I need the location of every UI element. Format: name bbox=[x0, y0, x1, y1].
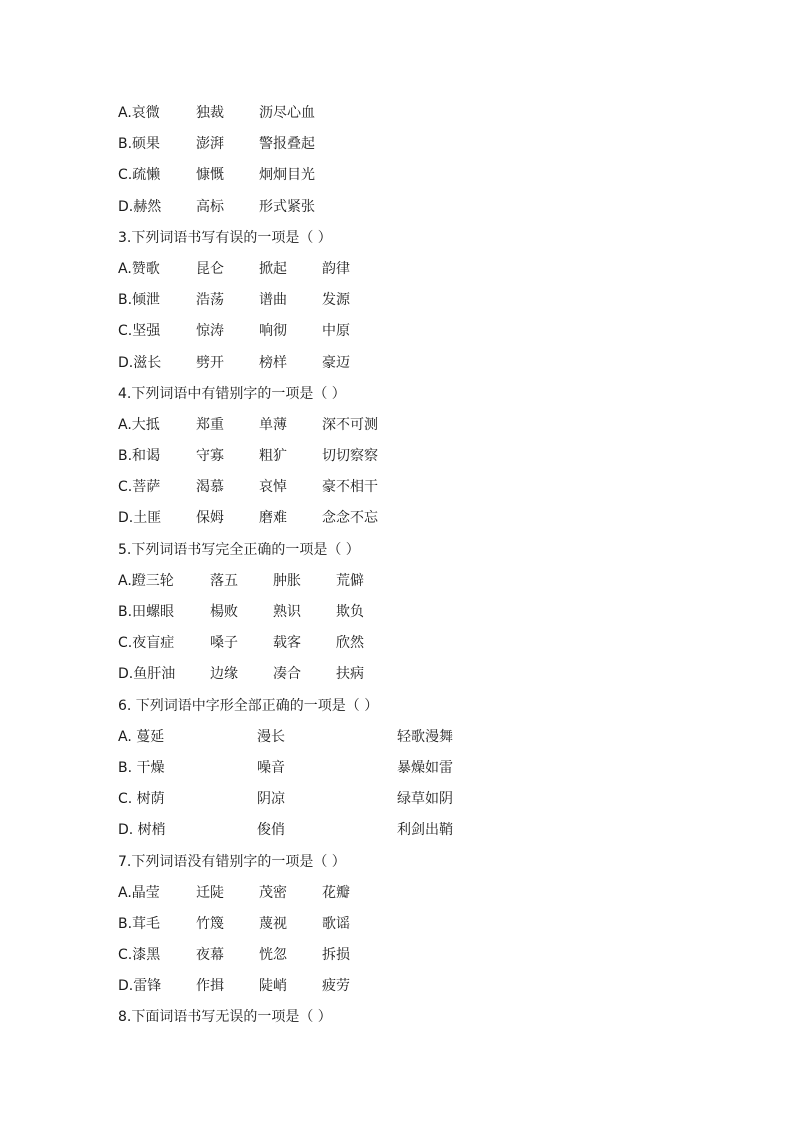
question-text: 6. 下列词语中字形全部正确的一项是（ ） bbox=[118, 697, 379, 714]
option-line bbox=[118, 254, 678, 285]
option-label-word: C.漆黑 bbox=[118, 947, 161, 964]
option-label-word: C.菩萨 bbox=[118, 479, 161, 496]
option-word: 噪音 bbox=[257, 759, 285, 776]
option-label-word: B.倾泄 bbox=[118, 292, 161, 309]
option-word: 惊涛 bbox=[196, 323, 224, 340]
option-word: 熟识 bbox=[273, 604, 301, 620]
option-line bbox=[118, 722, 678, 753]
option-word: 浩荡 bbox=[196, 292, 224, 309]
option-label-word: D.鱼肝油 bbox=[118, 666, 176, 683]
option-line bbox=[118, 285, 678, 316]
option-word: 俊俏 bbox=[257, 822, 285, 839]
option-word: 陡峭 bbox=[259, 978, 287, 995]
option-label-word: A.大抵 bbox=[118, 416, 160, 433]
option-word: 警报叠起 bbox=[259, 136, 315, 153]
option-word: 韵律 bbox=[322, 260, 350, 277]
option-line bbox=[118, 597, 678, 628]
option-word: 疲劳 bbox=[322, 978, 350, 995]
option-word: 响彻 bbox=[259, 323, 287, 340]
option-word: 楊败 bbox=[210, 604, 238, 620]
option-line bbox=[118, 815, 678, 846]
option-line bbox=[118, 316, 678, 347]
option-word: 欣然 bbox=[336, 635, 364, 652]
option-word: 绿草如阴 bbox=[397, 791, 453, 808]
option-word: 夜幕 bbox=[196, 947, 224, 964]
option-word: 暴燥如雷 bbox=[397, 759, 453, 776]
option-label-word: A.晶莹 bbox=[118, 884, 160, 901]
option-label-word: B.田螺眼 bbox=[118, 604, 175, 620]
option-word: 凑合 bbox=[273, 666, 301, 683]
option-line bbox=[118, 909, 678, 940]
option-label-word: D.赫然 bbox=[118, 198, 162, 215]
option-label-word: C.坚强 bbox=[118, 323, 161, 340]
option-word: 炯炯目光 bbox=[259, 167, 315, 184]
option-word: 中原 bbox=[322, 323, 350, 340]
option-word: 守寡 bbox=[196, 448, 224, 465]
option-line bbox=[118, 784, 678, 815]
option-label-word: D. 树梢 bbox=[118, 822, 166, 839]
option-word: 漫长 bbox=[257, 728, 285, 745]
option-word: 荒僻 bbox=[336, 572, 364, 589]
option-word: 落五 bbox=[210, 572, 238, 589]
worksheet-page bbox=[118, 98, 678, 1034]
option-label-word: C.疏懒 bbox=[118, 167, 161, 184]
option-label-word: B.和谒 bbox=[118, 448, 161, 465]
option-label-word: A.赞歌 bbox=[118, 260, 160, 277]
option-word: 蔑视 bbox=[259, 915, 287, 932]
option-line bbox=[118, 472, 678, 503]
option-line bbox=[118, 753, 678, 784]
option-word: 切切察察 bbox=[322, 448, 378, 465]
option-label-word: A.哀微 bbox=[118, 105, 160, 121]
question-text: 4.下列词语中有错别字的一项是（ ） bbox=[118, 385, 346, 402]
option-word: 谱曲 bbox=[259, 292, 287, 309]
option-line bbox=[118, 410, 678, 441]
option-word: 竹篾 bbox=[196, 915, 224, 932]
question-line bbox=[118, 535, 678, 566]
option-label-word: D.土匪 bbox=[118, 510, 162, 527]
option-label-word: B.茸毛 bbox=[118, 915, 161, 932]
option-line bbox=[118, 129, 678, 160]
option-word: 念念不忘 bbox=[322, 510, 378, 527]
option-word: 郑重 bbox=[196, 416, 224, 433]
option-label-word: A. 蔓延 bbox=[118, 728, 165, 745]
option-word: 澎湃 bbox=[196, 136, 224, 153]
option-line bbox=[118, 503, 678, 534]
option-word: 哀悼 bbox=[259, 479, 287, 496]
question-line bbox=[118, 691, 678, 722]
option-word: 昆仑 bbox=[196, 260, 224, 277]
option-line bbox=[118, 160, 678, 191]
option-word: 保姆 bbox=[196, 510, 224, 527]
option-line bbox=[118, 192, 678, 223]
option-line bbox=[118, 348, 678, 379]
option-word: 高标 bbox=[196, 198, 224, 215]
option-word: 单薄 bbox=[259, 416, 287, 433]
option-word: 慷慨 bbox=[196, 167, 224, 184]
option-word: 花瓣 bbox=[322, 884, 350, 901]
question-text: 3.下列词语书写有误的一项是（ ） bbox=[118, 229, 332, 246]
option-label-word: D.滋长 bbox=[118, 354, 162, 371]
option-word: 粗犷 bbox=[259, 448, 287, 465]
option-word: 发源 bbox=[322, 292, 350, 309]
option-line bbox=[118, 98, 678, 129]
option-word: 拆损 bbox=[322, 947, 350, 964]
option-label-word: A.蹬三轮 bbox=[118, 572, 174, 589]
option-word: 肿胀 bbox=[273, 572, 301, 589]
option-word: 沥尽心血 bbox=[259, 105, 315, 121]
option-word: 独裁 bbox=[196, 105, 224, 121]
option-word: 形式紧张 bbox=[259, 198, 315, 215]
question-text: 7.下列词语没有错别字的一项是（ ） bbox=[118, 853, 346, 870]
option-word: 渴慕 bbox=[196, 479, 224, 496]
option-word: 掀起 bbox=[259, 260, 287, 277]
option-word: 作揖 bbox=[196, 978, 224, 995]
question-line bbox=[118, 223, 678, 254]
option-word: 茂密 bbox=[259, 884, 287, 901]
option-word: 豪迈 bbox=[322, 354, 350, 371]
option-line bbox=[118, 659, 678, 690]
option-line bbox=[118, 971, 678, 1002]
question-text: 8.下面词语书写无误的一项是（ ） bbox=[118, 1009, 332, 1026]
option-word: 榜样 bbox=[259, 354, 287, 371]
option-line bbox=[118, 628, 678, 659]
option-word: 轻歌漫舞 bbox=[397, 728, 453, 745]
option-line bbox=[118, 566, 678, 597]
option-line bbox=[118, 878, 678, 909]
option-word: 利剑出鞘 bbox=[397, 822, 453, 839]
question-line bbox=[118, 379, 678, 410]
option-line bbox=[118, 940, 678, 971]
option-label-word: B.硕果 bbox=[118, 136, 161, 153]
option-line bbox=[118, 441, 678, 472]
option-word: 豪不相干 bbox=[322, 479, 378, 496]
option-word: 阴凉 bbox=[257, 791, 285, 808]
option-word: 欺负 bbox=[336, 604, 364, 620]
question-line bbox=[118, 1002, 678, 1033]
question-text: 5.下列词语书写完全正确的一项是（ ） bbox=[118, 541, 360, 558]
option-label-word: C.夜盲症 bbox=[118, 635, 175, 652]
option-label-word: C. 树荫 bbox=[118, 791, 165, 808]
option-word: 扶病 bbox=[336, 666, 364, 683]
option-label-word: B. 干燥 bbox=[118, 759, 165, 776]
option-word: 深不可测 bbox=[322, 416, 378, 433]
option-word: 载客 bbox=[273, 635, 301, 652]
option-word: 嗓子 bbox=[210, 635, 238, 652]
option-word: 恍忽 bbox=[259, 947, 287, 964]
option-word: 歌谣 bbox=[322, 915, 350, 932]
option-label-word: D.雷锋 bbox=[118, 978, 162, 995]
option-word: 磨难 bbox=[259, 510, 287, 527]
option-word: 劈开 bbox=[196, 354, 224, 371]
question-line bbox=[118, 847, 678, 878]
option-word: 边缘 bbox=[210, 666, 238, 683]
option-word: 迁陡 bbox=[196, 884, 224, 901]
